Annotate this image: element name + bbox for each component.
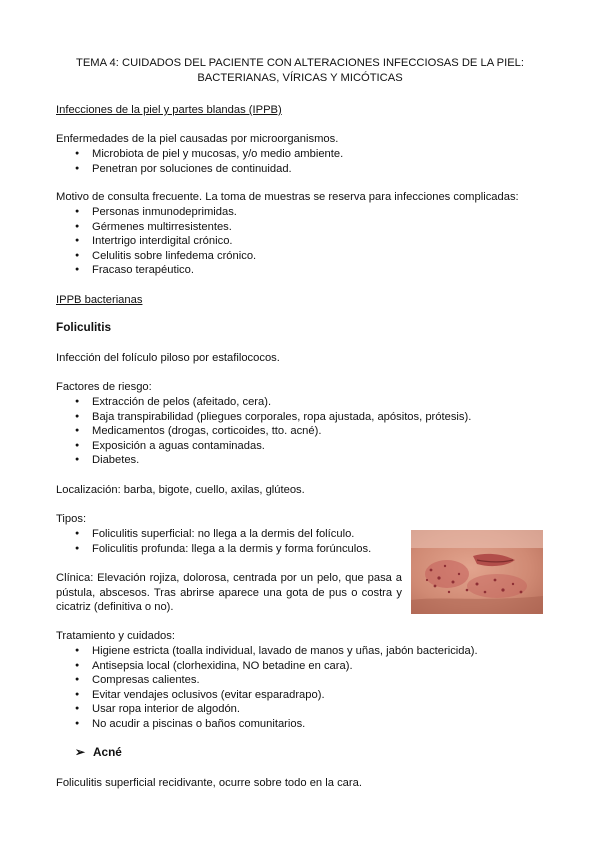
arrow-bullet-icon: ➢ bbox=[75, 745, 85, 759]
list-item: ● Medicamentos (drogas, corticoides, tto. acné). bbox=[56, 424, 556, 439]
acne-heading-row bbox=[75, 745, 575, 760]
ippb-motivo-list bbox=[56, 205, 556, 278]
acne-definition: Foliculitis superficial recidivante, ocurre sobre todo en la cara. bbox=[56, 777, 362, 789]
list-item: ● Foliculitis profunda: llega a la dermis y forma forúnculos. bbox=[56, 542, 556, 557]
list-item: ● Diabetes. bbox=[56, 453, 556, 468]
list-item: ● Compresas calientes. bbox=[56, 673, 556, 688]
acne-heading: Acné bbox=[93, 745, 122, 759]
list-item: ● Gérmenes multirresistentes. bbox=[56, 220, 556, 235]
ippb-intro-list bbox=[56, 147, 556, 176]
tratamiento-list bbox=[56, 644, 556, 732]
list-item: ● Foliculitis superficial: no llega a la dermis del folículo. bbox=[56, 527, 556, 542]
list-item: ● Personas inmunodeprimidas. bbox=[56, 205, 556, 220]
bacterianas-heading: IPPB bacterianas bbox=[56, 294, 143, 306]
tipos-label: Tipos: bbox=[56, 513, 87, 525]
list-item: ● Intertrigo interdigital crónico. bbox=[56, 234, 556, 249]
riesgo-list bbox=[56, 395, 556, 468]
list-item: ● Exposición a aguas contaminadas. bbox=[56, 439, 556, 454]
list-item: ● Higiene estricta (toalla individual, lavado de manos y uñas, jabón bactericida). bbox=[56, 644, 556, 659]
foliculitis-heading: Foliculitis bbox=[56, 320, 112, 334]
list-item: ● Fracaso terapéutico. bbox=[56, 263, 556, 278]
list-item: ● Antisepsia local (clorhexidina, NO betadine en cara). bbox=[56, 659, 556, 674]
document-title bbox=[40, 56, 560, 86]
list-item: ● Microbiota de piel y mucosas, y/o medio ambiente. bbox=[56, 147, 556, 162]
list-item: ● No acudir a piscinas o baños comunitarios. bbox=[56, 717, 556, 732]
list-item: ● Baja transpirabilidad (pliegues corporales, ropa ajustada, apósitos, prótesis). bbox=[56, 410, 556, 425]
title-line-1: TEMA 4: CUIDADOS DEL PACIENTE CON ALTERACIONES INFECCIOSAS DE LA PIEL: bbox=[75, 57, 525, 69]
clinica-paragraph: Clínica: Elevación rojiza, dolorosa, centrada por un pelo, que pasa a pústula, abscesos. Tras abrirse aparece una gota de pus o costra y cicatriz (definitiva o no). bbox=[56, 572, 402, 614]
ippb-heading: Infecciones de la piel y partes blandas (IPPB) bbox=[56, 104, 282, 116]
list-item: ● Celulitis sobre linfedema crónico. bbox=[56, 249, 556, 264]
foliculitis-definition: Infección del folículo piloso por estafilococos. bbox=[56, 352, 280, 364]
list-item: ● Penetran por soluciones de continuidad. bbox=[56, 162, 556, 177]
tratamiento-label: Tratamiento y cuidados: bbox=[56, 630, 175, 642]
list-item: ● Extracción de pelos (afeitado, cera). bbox=[56, 395, 556, 410]
ippb-motivo: Motivo de consulta frecuente. La toma de muestras se reserva para infecciones complicadas: bbox=[56, 191, 519, 203]
list-item: ● Usar ropa interior de algodón. bbox=[56, 702, 556, 717]
list-item: ● Evitar vendajes oclusivos (evitar esparadrapo). bbox=[56, 688, 556, 703]
foliculitis-photo bbox=[411, 530, 543, 614]
localizacion: Localización: barba, bigote, cuello, axilas, glúteos. bbox=[56, 484, 305, 496]
riesgo-label: Factores de riesgo: bbox=[56, 381, 152, 393]
ippb-intro: Enfermedades de la piel causadas por microorganismos. bbox=[56, 133, 339, 145]
title-line-2: BACTERIANAS, VÍRICAS Y MICÓTICAS bbox=[197, 72, 403, 84]
